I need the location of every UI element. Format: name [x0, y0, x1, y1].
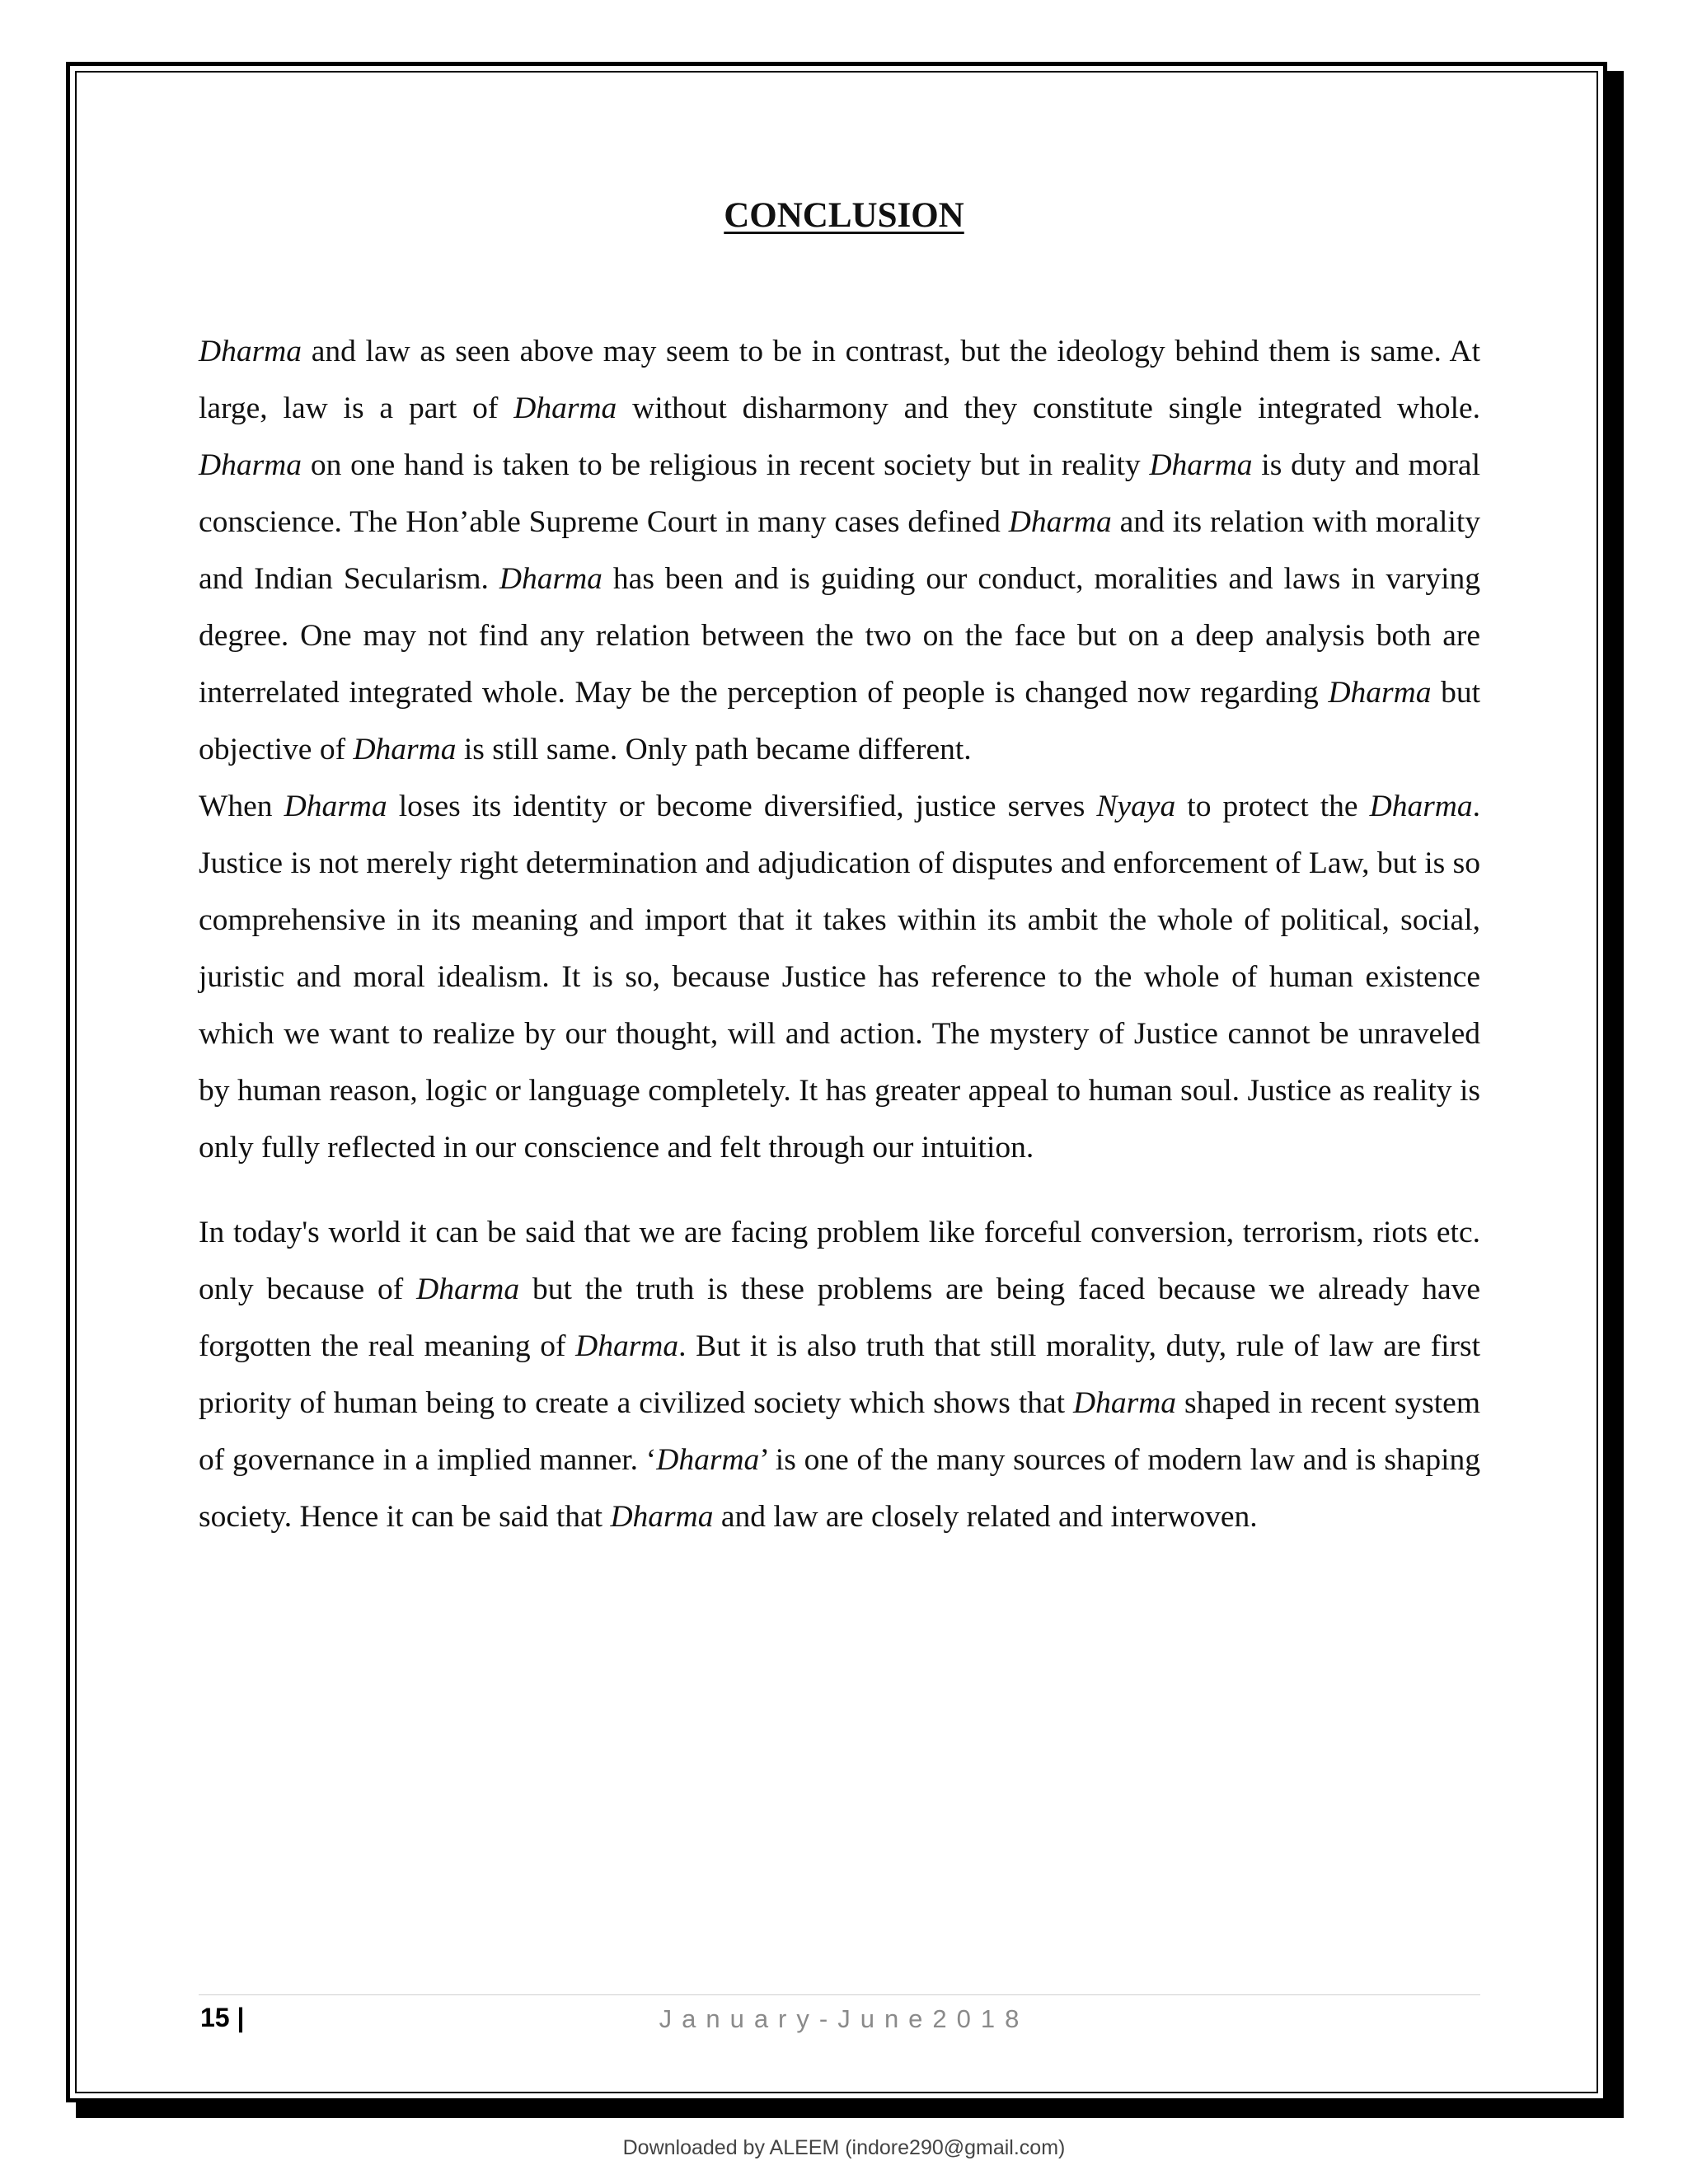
- italic-term: Dharma: [1328, 676, 1432, 710]
- italic-term: Dharma: [416, 1272, 520, 1306]
- italic-term: Dharma: [353, 733, 457, 766]
- italic-term: Dharma: [1073, 1386, 1177, 1420]
- italic-term: Dharma: [610, 1500, 714, 1534]
- paragraph-1: Dharma and law as seen above may seem to be in contrast, but the ideology behind them is same. At large, law is a part of Dharma without disharmony and they constitute single integrated whole. Dharma on one hand is taken to be religious in recent society but in reality Dharma is duty and moral conscience. The Hon’able Supreme Court in many cases defined Dharma and its relation with morality and Indian Secularism. Dharma has been and is guiding our conduct, moralities and laws in varying degree. One may not find any relation between the two on the face but on a deep analysis both are interrelated integrated whole. May be the perception of people is changed now regarding Dharma but objective of Dharma is still same. Only path became different.: [199, 335, 1481, 766]
- italic-term: Dharma: [1149, 448, 1253, 482]
- italic-term: Dharma: [499, 562, 603, 596]
- italic-term: Dharma: [284, 790, 387, 823]
- italic-term: Dharma: [1369, 790, 1473, 823]
- italic-term: Dharma: [199, 335, 302, 368]
- italic-term: Dharma: [1008, 505, 1112, 539]
- footer-divider: [199, 1994, 1480, 1995]
- download-note: Downloaded by ALEEM (indore290@gmail.com): [622, 2136, 1066, 2159]
- footer-date: January-June2018: [659, 2004, 1029, 2033]
- body-text: [199, 323, 1480, 1545]
- page-number: 15 |: [200, 2003, 245, 2032]
- paragraph-2: When Dharma loses its identity or become diversified, justice serves Nyaya to protect the Dharma. Justice is not merely right determination and adjudication of disputes and enforcement of Law, but is so comprehensive in its meaning and import that it takes within its ambit the whole of political, social, juristic and moral idealism. It is so, because Justice has reference to the whole of human existence which we want to realize by our thought, will and action. The mystery of Justice cannot be unraveled by human reason, logic or language completely. It has greater appeal to human soul. Justice as reality is only fully reflected in our conscience and felt through our intuition.: [199, 790, 1480, 1165]
- italic-term: Dharma: [575, 1329, 679, 1363]
- italic-term: Dharma: [656, 1443, 760, 1477]
- paragraph-3: In today's world it can be said that we are facing problem like forceful conversion, terrorism, riots etc. only because of Dharma but the truth is these problems are being faced because we already have forgotten the real meaning of Dharma. But it is also truth that still morality, duty, rule of law are first priority of human being to create a civilized society which shows that Dharma shaped in recent system of governance in a implied manner. ‘Dharma’ is one of the many sources of modern law and is shaping society. Hence it can be said that Dharma and law are closely related and interwoven.: [199, 1216, 1481, 1534]
- italic-term: Dharma: [513, 391, 617, 425]
- page-title: CONCLUSION: [724, 196, 964, 235]
- italic-term: Nyaya: [1096, 790, 1176, 823]
- italic-term: Dharma: [199, 448, 302, 482]
